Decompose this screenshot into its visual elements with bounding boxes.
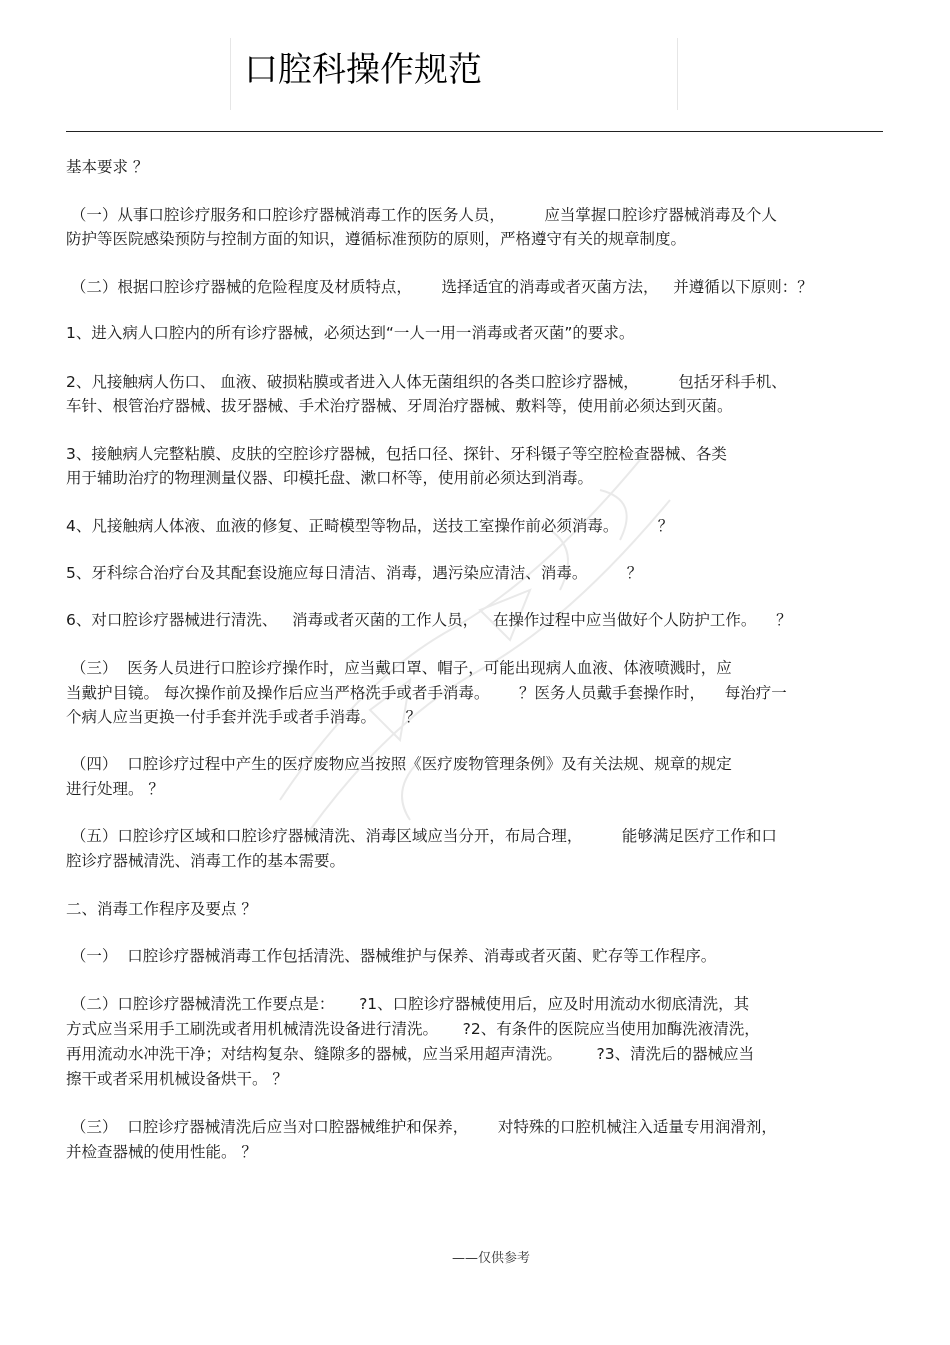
text-line-26: （三） 口腔诊疗器械清洗后应当对口腔器械维护和保养， 对特殊的口腔机械注入适量专用润滑剂， <box>66 1118 777 1136</box>
text-line-12: 6、对口腔诊疗器械进行清洗、 消毒或者灭菌的工作人员， 在操作过程中应当做好个人防护工作。 ？ <box>66 611 792 629</box>
text-line-2: （一）从事口腔诊疗服务和口腔诊疗器械消毒工作的医务人员， 应当掌握口腔诊疗器械消毒及个人 <box>66 206 777 224</box>
page-title: 口腔科操作规范 <box>244 50 482 90</box>
text-line-16: （四） 口腔诊疗过程中产生的医疗废物应当按照《医疗废物管理条例》及有关法规、规章的规定 <box>66 755 732 773</box>
text-line-5: 1、进入病人口腔内的所有诊疗器械，必须达到“一人一用一消毒或者灭菌”的要求。 <box>66 324 635 342</box>
text-line-3: 防护等医院感染预防与控制方面的知识，遵循标准预防的原则，严格遵守有关的规章制度。 <box>66 230 687 248</box>
page-footer: ——仅供参考 <box>452 1251 531 1266</box>
text-line-15: 个病人应当更换一付手套并洗手或者手消毒。 ？ <box>66 708 422 726</box>
text-line-21: （一） 口腔诊疗器械消毒工作包括清洗、器械维护与保养、消毒或者灭菌、贮存等工作程序。 <box>66 947 717 965</box>
text-line-25: 擦干或者采用机械设备烘干。 ？ <box>66 1070 288 1088</box>
text-line-1: 基本要求 ？ <box>66 158 149 176</box>
text-line-17: 进行处理。 ？ <box>66 780 164 798</box>
title-divider <box>66 131 883 132</box>
text-line-9: 用于辅助治疗的物理测量仪器、印模托盘、漱口杯等，使用前必须达到消毒。 <box>66 469 594 487</box>
text-line-22: （二）口腔诊疗器械清洗工作要点是： ?1、口腔诊疗器械使用后，应及时用流动水彻底清洗，其 <box>66 995 750 1013</box>
text-line-24: 再用流动水冲洗干净；对结构复杂、缝隙多的器械，应当采用超声清洗。 ?3、清洗后的器械应当 <box>66 1045 755 1063</box>
text-line-27: 并检查器械的使用性能。 ？ <box>66 1143 257 1161</box>
text-line-20: 二、消毒工作程序及要点 ？ <box>66 900 257 918</box>
text-line-6: 2、凡接触病人伤口、 血液、破损粘膜或者进入人体无菌组织的各类口腔诊疗器械， 包括牙科手机、 <box>66 373 787 391</box>
text-line-11: 5、牙科综合治疗台及其配套设施应每日清洁、消毒，遇污染应清洁、消毒。 ？ <box>66 564 643 582</box>
text-line-19: 腔诊疗器械清洗、消毒工作的基本需要。 <box>66 852 346 870</box>
text-line-7: 车针、根管治疗器械、拔牙器械、手术治疗器械、牙周治疗器械、敷料等，使用前必须达到灭菌。 <box>66 397 733 415</box>
text-line-8: 3、接触病人完整粘膜、皮肤的空腔诊疗器械，包括口径、探针、牙科镊子等空腔检查器械、各类 <box>66 445 727 463</box>
text-line-10: 4、凡接触病人体液、血液的修复、正畸模型等物品，送技工室操作前必须消毒。 ？ <box>66 517 674 535</box>
title-box <box>230 38 678 110</box>
text-line-13: （三） 医务人员进行口腔诊疗操作时，应当戴口罩、帽子，可能出现病人血液、体液喷溅时，应 <box>66 659 732 677</box>
text-line-4: （二）根据口腔诊疗器械的危险程度及材质特点， 选择适宜的消毒或者灭菌方法， 并遵循以下原则：？ <box>66 278 813 296</box>
text-line-23: 方式应当采用手工刷洗或者用机械清洗设备进行清洗。 ?2、有条件的医院应当使用加酶洗液清洗， <box>66 1020 760 1038</box>
text-line-14: 当戴护目镜。 每次操作前及操作后应当严格洗手或者手消毒。 ？医务人员戴手套操作时， 每治疗一 <box>66 684 787 702</box>
text-line-18: （五）口腔诊疗区域和口腔诊疗器械清洗、消毒区域应当分开，布局合理， 能够满足医疗工作和口 <box>66 827 777 845</box>
